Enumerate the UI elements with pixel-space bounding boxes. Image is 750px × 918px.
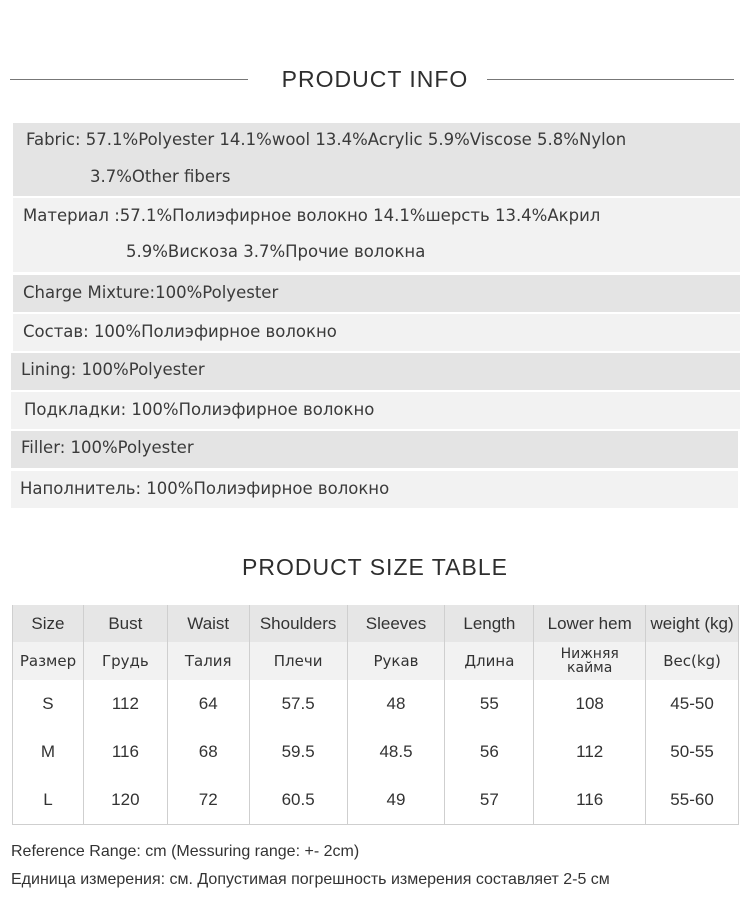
- header-size: Size: [13, 605, 84, 642]
- header-ru-lower-hem-line1: Нижняя: [560, 646, 619, 662]
- lining-text: Lining: 100%Polyester: [21, 360, 205, 379]
- cell-waist: 68: [167, 728, 249, 776]
- info-row-podkladki: [11, 392, 740, 429]
- header-ru-shoulders: Плечи: [249, 642, 347, 680]
- cell-size: S: [13, 680, 84, 728]
- podkladki-text: Подкладки: 100%Полиэфирное волокно: [24, 400, 375, 419]
- info-row-material-ru: [13, 198, 740, 272]
- cell-size: L: [13, 776, 84, 824]
- cell-waist: 72: [167, 776, 249, 824]
- sostav-text: Состав: 100%Полиэфирное волокно: [23, 322, 337, 341]
- napolnitel-text: Наполнитель: 100%Полиэфирное волокно: [20, 479, 390, 498]
- filler-text: Filler: 100%Polyester: [21, 438, 194, 457]
- header-ru-sleeves: Рукав: [347, 642, 445, 680]
- cell-weight: 50-55: [646, 728, 739, 776]
- info-row-lining: [11, 353, 740, 390]
- info-row-sostav: [13, 314, 740, 351]
- size-table: [12, 605, 739, 825]
- fabric-line-1: Fabric: 57.1%Polyester 14.1%wool 13.4%Acrylic 5.9%Viscose 5.8%Nylon: [26, 130, 627, 149]
- cell-shoulders: 60.5: [249, 776, 347, 824]
- header-ru-weight: Вес(kg): [646, 642, 739, 680]
- header-sleeves: Sleeves: [347, 605, 445, 642]
- cell-waist: 64: [167, 680, 249, 728]
- header-lower-hem: Lower hem: [534, 605, 646, 642]
- cell-length: 57: [445, 776, 534, 824]
- header-shoulders: Shoulders: [249, 605, 347, 642]
- table-row: [13, 776, 739, 824]
- header-row-ru: [13, 642, 739, 680]
- cell-length: 56: [445, 728, 534, 776]
- cell-shoulders: 59.5: [249, 728, 347, 776]
- header-ru-lower-hem-line2: кайма: [567, 660, 613, 676]
- header-ru-length: Длина: [445, 642, 534, 680]
- info-row-fabric: [13, 123, 740, 196]
- cell-sleeves: 49: [347, 776, 445, 824]
- material-line-1: Материал :57.1%Полиэфирное волокно 14.1%шерсть 13.4%Акрил: [23, 206, 601, 225]
- cell-weight: 45-50: [646, 680, 739, 728]
- fabric-line-2: 3.7%Other fibers: [90, 167, 231, 186]
- material-line-2: 5.9%Вискоза 3.7%Прочие волокна: [126, 242, 426, 261]
- info-row-charge-mixture: [13, 275, 740, 312]
- table-row: [13, 728, 739, 776]
- reference-range-en: Reference Range: cm (Messuring range: +- 2cm): [11, 843, 360, 860]
- info-row-napolnitel: [11, 471, 738, 508]
- header-row-en: [13, 605, 739, 642]
- cell-shoulders: 57.5: [249, 680, 347, 728]
- header-length: Length: [445, 605, 534, 642]
- divider-left: [10, 79, 248, 80]
- product-info-title: PRODUCT INFO: [272, 66, 479, 93]
- cell-bust: 116: [83, 728, 167, 776]
- product-info-header: [0, 62, 750, 96]
- cell-lower-hem: 108: [534, 680, 646, 728]
- divider-right: [487, 79, 734, 80]
- header-ru-bust: Грудь: [83, 642, 167, 680]
- cell-sleeves: 48.5: [347, 728, 445, 776]
- reference-range-ru: Единица измерения: см. Допустимая погрешность измерения составляет 2-5 см: [11, 871, 610, 888]
- header-bust: Bust: [83, 605, 167, 642]
- table-row: [13, 680, 739, 728]
- header-waist: Waist: [167, 605, 249, 642]
- cell-bust: 112: [83, 680, 167, 728]
- header-ru-size: Размер: [13, 642, 84, 680]
- cell-lower-hem: 112: [534, 728, 646, 776]
- size-table-header: [0, 550, 750, 584]
- cell-length: 55: [445, 680, 534, 728]
- header-ru-lower-hem: [534, 642, 646, 680]
- header-weight: weight (kg): [646, 605, 739, 642]
- cell-size: M: [13, 728, 84, 776]
- cell-weight: 55-60: [646, 776, 739, 824]
- cell-lower-hem: 116: [534, 776, 646, 824]
- cell-bust: 120: [83, 776, 167, 824]
- charge-mixture-text: Charge Mixture:100%Polyester: [23, 283, 279, 302]
- info-row-filler: [11, 431, 738, 468]
- header-ru-waist: Талия: [167, 642, 249, 680]
- cell-sleeves: 48: [347, 680, 445, 728]
- size-table-title: PRODUCT SIZE TABLE: [232, 554, 518, 581]
